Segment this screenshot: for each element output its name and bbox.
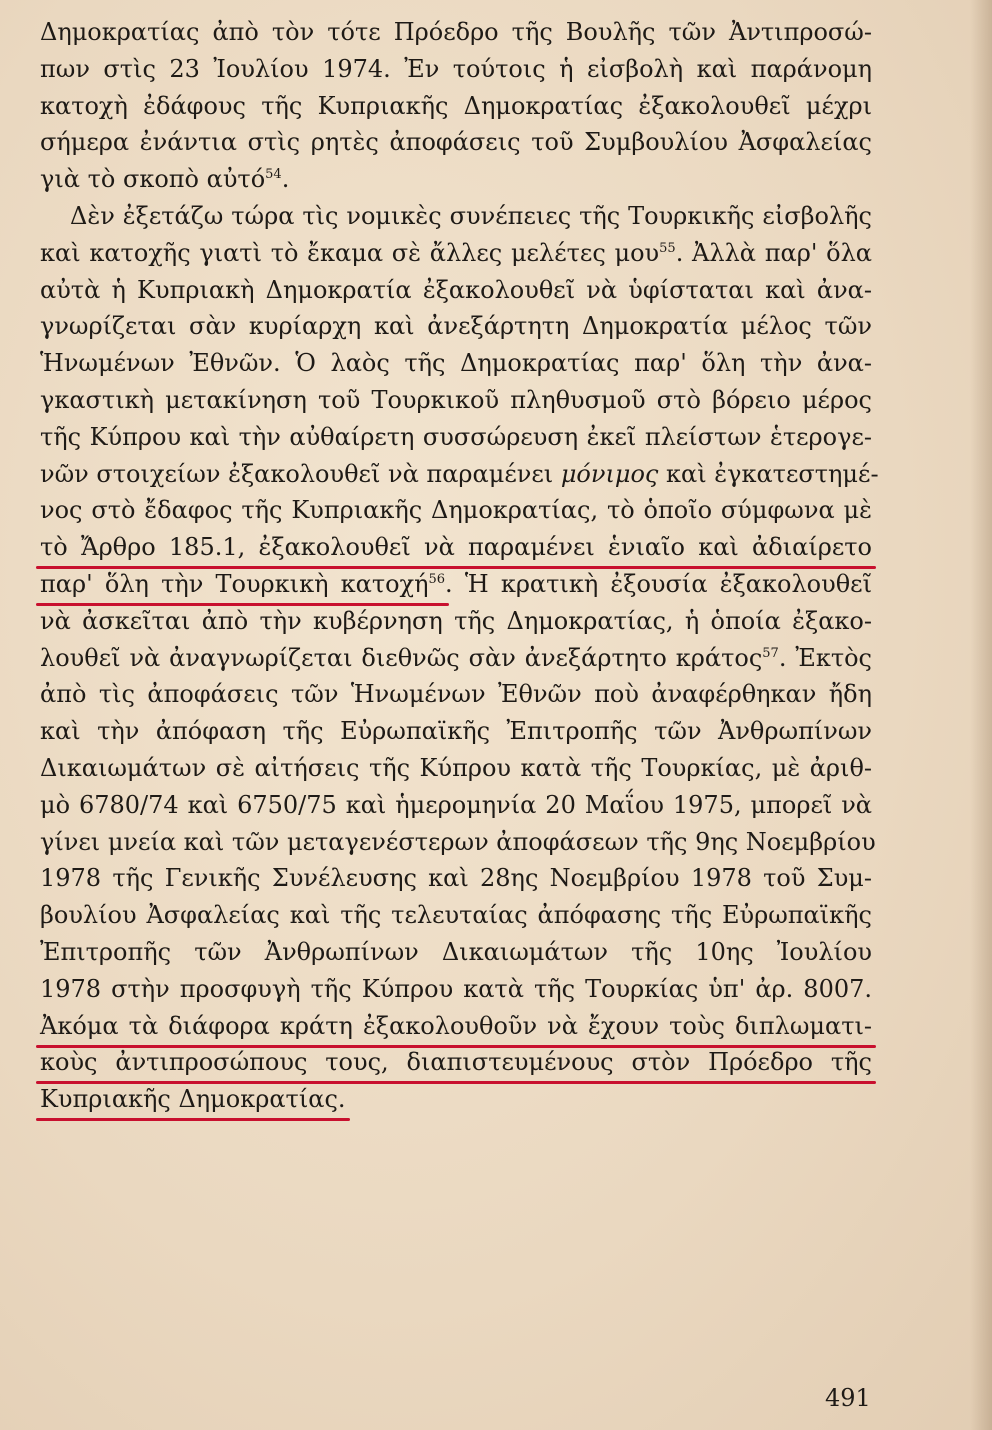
red-underline-span: τὸ Ἄρθρο 185.1, ἐξακολουθεῖ νὰ παραμένει ἑνιαῖο καὶ ἀδιαίρετο <box>40 533 872 562</box>
text-line: Δημοκρατίας ἀπὸ τὸν τότε Πρόεδρο τῆς Βουλῆς τῶν Ἀντιπροσώ- <box>40 18 872 46</box>
text-line: παρ' ὅλη τὴν Τουρκικὴ κατοχή$^{56}$. Ἡ κρατικὴ ἐξουσία ἐξακολουθεῖ <box>40 569 872 598</box>
text-line: 1978 τῆς Γενικῆς Συνέλευσης καὶ 28ης Νοεμβρίου 1978 τοῦ Συμ- <box>40 864 872 893</box>
page-number: 491 <box>825 1384 871 1412</box>
text-line-underlined <box>40 1081 872 1118</box>
text-line: καὶ κατοχῆς γιατὶ τὸ ἔκαμα σὲ ἄλλες μελέτες μου$^{55}$. Ἀλλὰ παρ' ὅλα <box>40 238 872 267</box>
footnote-ref: 55 <box>659 240 676 256</box>
text-line: καὶ τὴν ἀπόφαση τῆς Εὐρωπαϊκῆς Ἐπιτροπῆς τῶν Ἀνθρωπίνων <box>40 717 872 746</box>
page-spine-shadow <box>970 0 992 1430</box>
text-line: βουλίου Ἀσφαλείας καὶ τῆς τελευταίας ἀπόφασης τῆς Εὐρωπαϊκῆς <box>40 901 872 930</box>
text-line: σήμερα ἐνάντια στὶς ρητὲς ἀποφάσεις τοῦ Συμβουλίου Ἀσφαλείας <box>40 128 872 157</box>
text-line: πων στὶς 23 Ἰουλίου 1974. Ἐν τούτοις ἡ εἰσβολὴ καὶ παράνομη <box>40 54 872 83</box>
red-underline-span: Ἀκόμα τὰ διάφορα κράτη ἐξακολουθοῦν νὰ ἔχουν τοὺς διπλωματι- <box>40 1011 872 1040</box>
text-line: ἀπὸ τὶς ἀποφάσεις τῶν Ἡνωμένων Ἐθνῶν ποὺ ἀναφέρθηκαν ἤδη <box>40 680 872 709</box>
text-line: γνωρίζεται σὰν κυρίαρχη καὶ ἀνεξάρτητη Δημοκρατία μέλος τῶν <box>40 312 872 341</box>
text-line: Ἡνωμένων Ἐθνῶν. Ὁ λαὸς τῆς Δημοκρατίας παρ' ὅλη τὴν ἀνα- <box>40 349 872 378</box>
body-text <box>40 14 879 1118</box>
text-line-underlined <box>40 1008 872 1045</box>
text-line-underlined <box>40 529 872 566</box>
red-underline-span: Κυπριακῆς Δημοκρατίας. <box>40 1085 346 1114</box>
text-line: γιὰ τὸ σκοπὸ αὐτό$^{54}$. <box>40 165 290 194</box>
text-line: Δικαιωμάτων σὲ αἰτήσεις τῆς Κύπρου κατὰ τῆς Τουρκίας, μὲ ἀριθ- <box>40 753 872 782</box>
footnote-ref: 57 <box>762 645 779 661</box>
text-line: γκαστικὴ μετακίνηση τοῦ Τουρκικοῦ πληθυσμοῦ στὸ βόρειο μέρος <box>40 385 872 414</box>
text-line: λουθεῖ νὰ ἀναγνωρίζεται διεθνῶς σὰν ἀνεξάρτητο κράτος$^{57}$. Ἐκτὸς <box>40 643 872 672</box>
text-line-underlined <box>40 1044 872 1081</box>
red-underline-span: παρ' ὅλη τὴν Τουρκικὴ κατοχή$^{56}$ <box>40 569 446 598</box>
text-line: αὐτὰ ἡ Κυπριακὴ Δημοκρατία ἐξακολουθεῖ νὰ ὑφίσταται καὶ ἀνα- <box>40 275 872 304</box>
bleed-through-text <box>60 1178 860 1274</box>
italic-word: μόνιμος <box>560 459 659 488</box>
footnote-ref: 54 <box>265 167 282 183</box>
red-underline-span: κοὺς ἀντιπροσώπους τους, διαπιστευμένους στὸν Πρόεδρο τῆς <box>40 1048 872 1077</box>
text-line: μὸ 6780/74 καὶ 6750/75 καὶ ἡμερομηνία 20 Μαΐου 1975, μπορεῖ νὰ <box>40 790 872 819</box>
text-line: γίνει μνεία καὶ τῶν μεταγενέστερων ἀποφάσεων τῆς 9ης Νοεμβρίου <box>40 827 876 856</box>
text-line: Ἐπιτροπῆς τῶν Ἀνθρωπίνων Δικαιωμάτων τῆς 10ης Ἰουλίου <box>40 937 872 966</box>
footnote-ref: 56 <box>428 571 446 587</box>
text-line: νος στὸ ἔδαφος τῆς Κυπριακῆς Δημοκρατίας, τὸ ὁποῖο σύμφωνα μὲ <box>40 496 872 525</box>
text-line: 1978 στὴν προσφυγὴ τῆς Κύπρου κατὰ τῆς Τουρκίας ὑπ' ἀρ. 8007. <box>40 974 872 1003</box>
text-line: νῶν στοιχείων ἐξακολουθεῖ νὰ παραμένει μόνιμος καὶ ἐγκατεστημέ- <box>40 459 879 488</box>
text-line: τῆς Κύπρου καὶ τὴν αὐθαίρετη συσσώρευση ἐκεῖ πλείστων ἑτερογε- <box>40 422 872 451</box>
text-line: νὰ ἀσκεῖται ἀπὸ τὴν κυβέρνηση τῆς Δημοκρατίας, ἡ ὁποία ἐξακο- <box>40 606 872 635</box>
text-line: Δὲν ἐξετάζω τώρα τὶς νομικὲς συνέπειες τῆς Τουρκικῆς εἰσβολῆς <box>70 201 872 230</box>
text-line: κατοχὴ ἐδάφους τῆς Κυπριακῆς Δημοκρατίας ἐξακολουθεῖ μέχρι <box>40 91 872 120</box>
